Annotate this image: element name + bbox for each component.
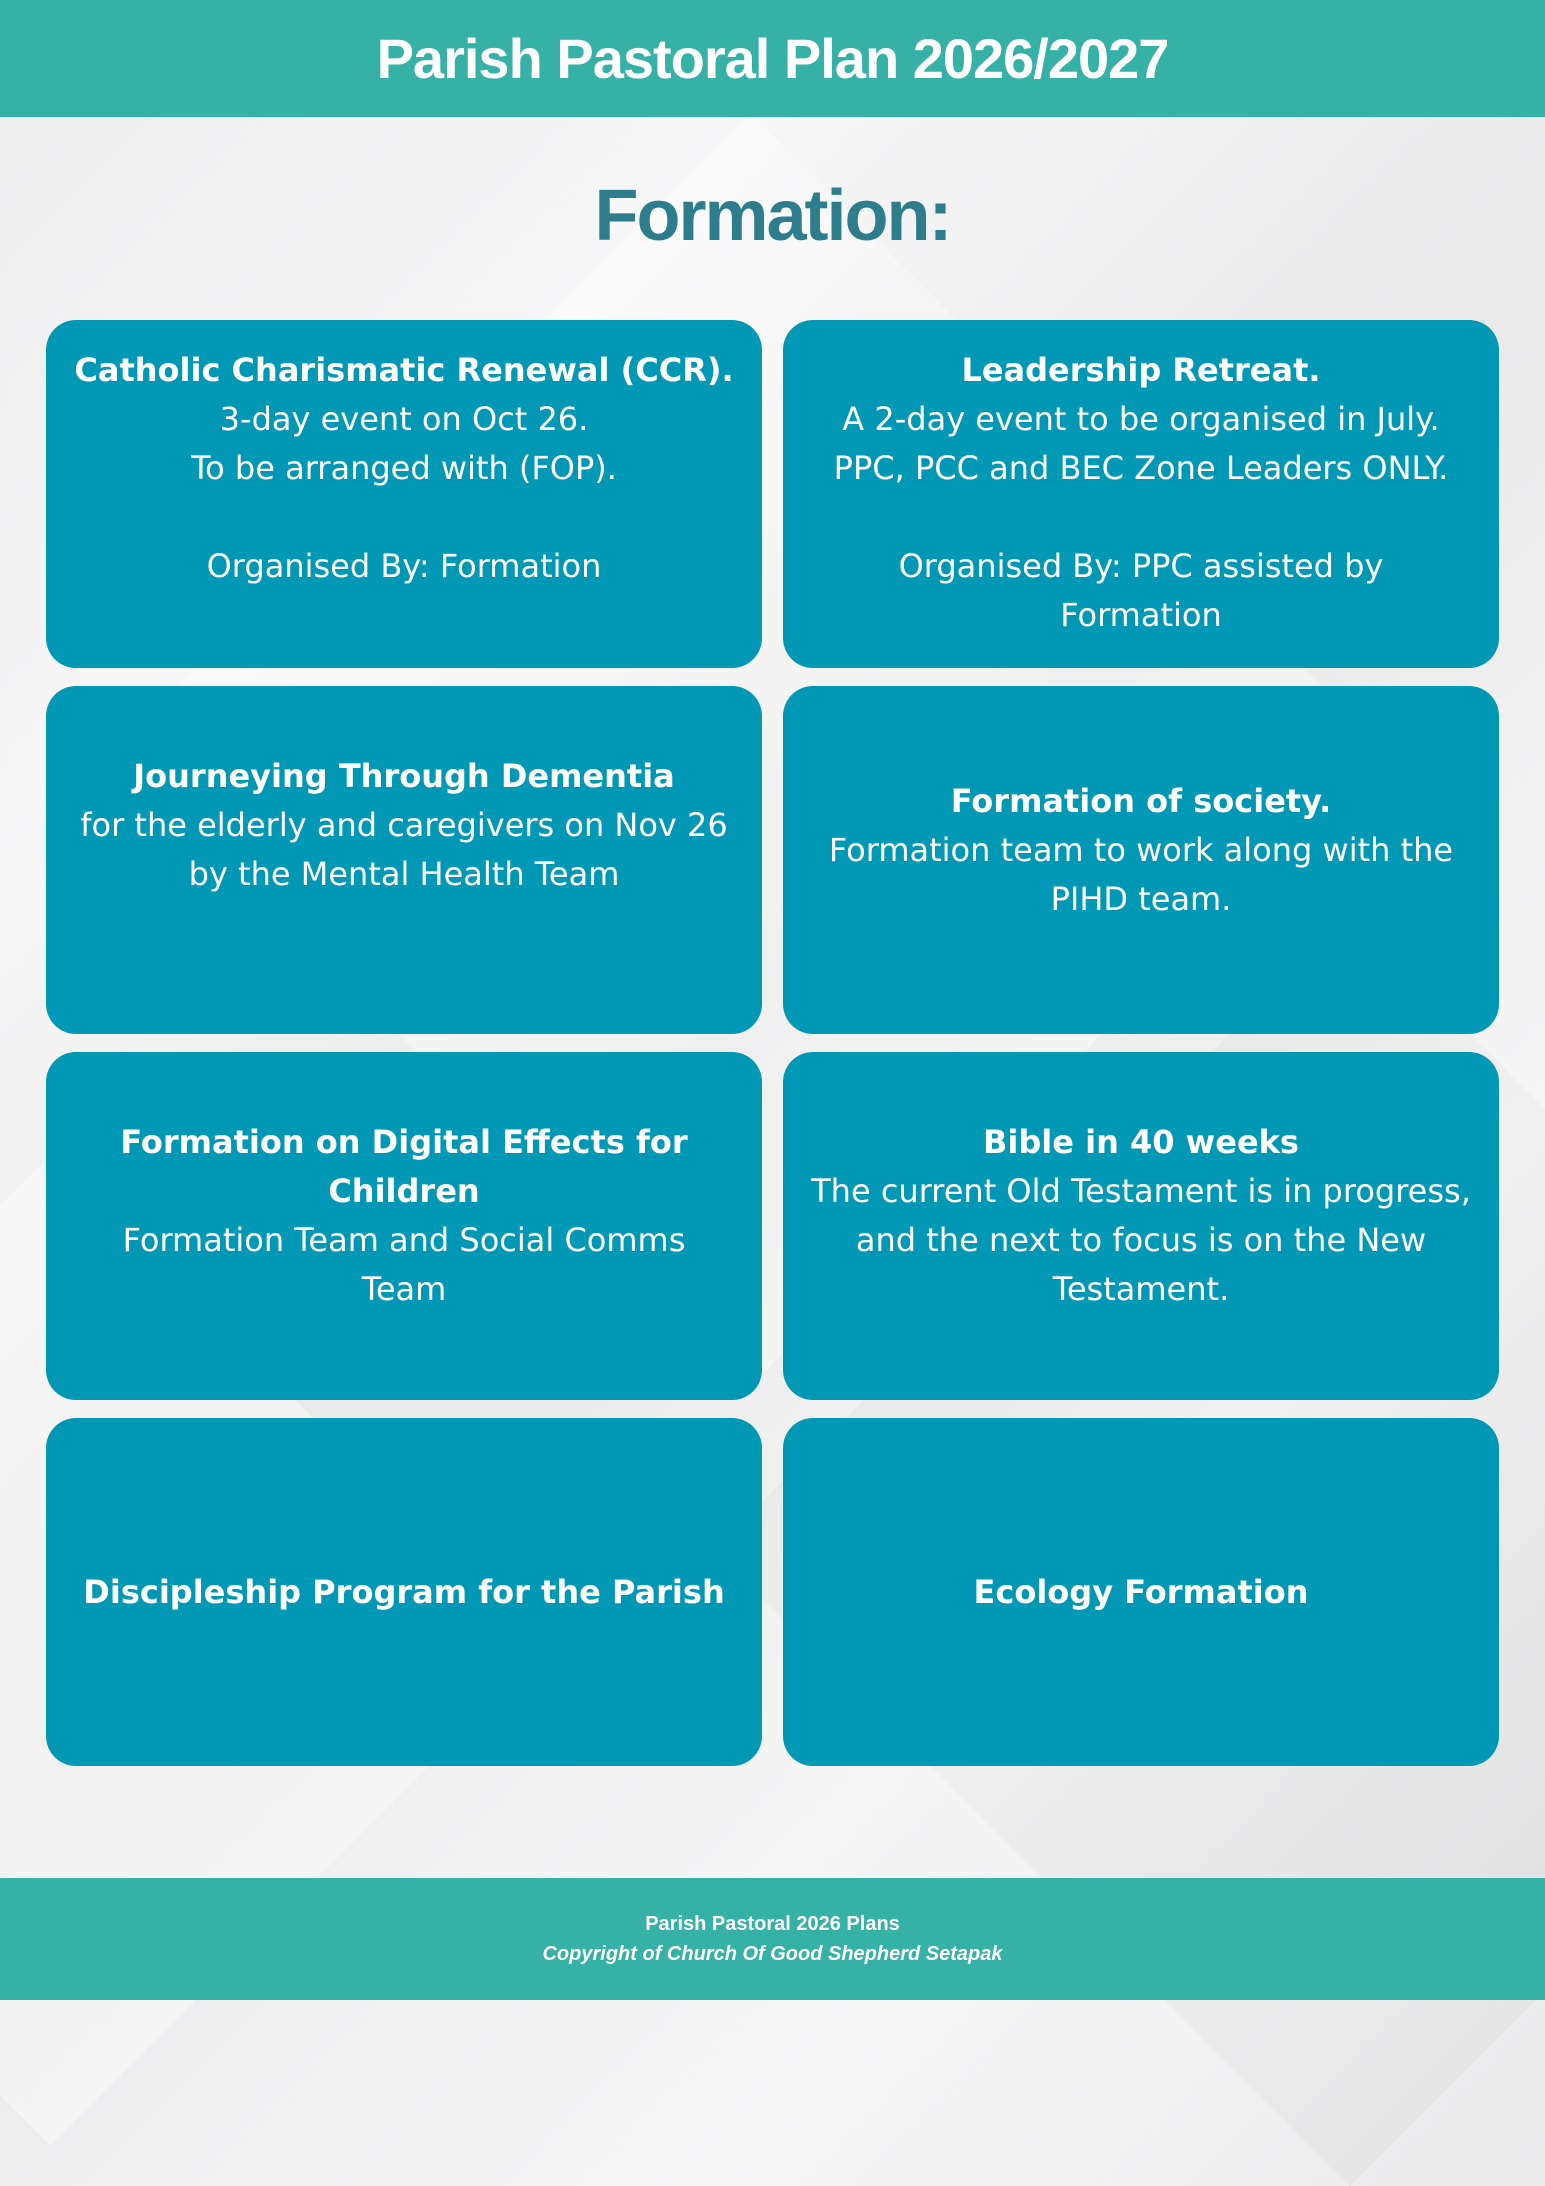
card-leadership-retreat xyxy=(783,320,1499,668)
header-banner xyxy=(0,0,1545,117)
section-heading: Formation: xyxy=(594,176,951,256)
footer-copyright: Copyright of Church Of Good Shepherd Setapak xyxy=(542,1943,1003,1965)
card-title: Formation on Digital Effects for Children xyxy=(120,1123,688,1210)
card-title: Catholic Charismatic Renewal (CCR). xyxy=(74,351,734,389)
card-body: Formation team to work along with the PIHD team. xyxy=(828,830,1454,918)
card-body: The current Old Testament is in progress, and the next to focus is on the New Testament. xyxy=(811,1172,1471,1308)
card-ecology xyxy=(783,1418,1499,1766)
card-formation-of-society xyxy=(783,686,1499,1034)
footer-banner xyxy=(0,1878,1545,2000)
card-dementia xyxy=(46,686,762,1034)
card-body: A 2-day event to be organised in July. PPC, PCC and BEC Zone Leaders ONLY. Organised By: PPC assisted by Formation xyxy=(833,400,1449,634)
card-ccr xyxy=(46,320,762,668)
footer-title: Parish Pastoral 2026 Plans xyxy=(645,1913,900,1935)
card-bible-40-weeks xyxy=(783,1052,1499,1400)
card-title: Leadership Retreat. xyxy=(961,351,1321,389)
card-title: Ecology Formation xyxy=(973,1572,1309,1611)
card-title: Journeying Through Dementia xyxy=(133,756,675,795)
card-title: Discipleship Program for the Parish xyxy=(83,1572,725,1611)
card-title: Formation of society. xyxy=(950,781,1332,820)
card-body: for the elderly and caregivers on Nov 26 by the Mental Health Team xyxy=(80,805,728,893)
card-digital-effects xyxy=(46,1052,762,1400)
card-title: Bible in 40 weeks xyxy=(983,1123,1299,1161)
card-discipleship xyxy=(46,1418,762,1766)
cards-grid xyxy=(46,320,1499,1764)
page-title: Parish Pastoral Plan 2026/2027 xyxy=(376,27,1169,90)
card-body: Formation Team and Social Comms Team xyxy=(122,1221,686,1308)
card-body: 3-day event on Oct 26. To be arranged with (FOP). Organised By: Formation xyxy=(191,400,617,585)
